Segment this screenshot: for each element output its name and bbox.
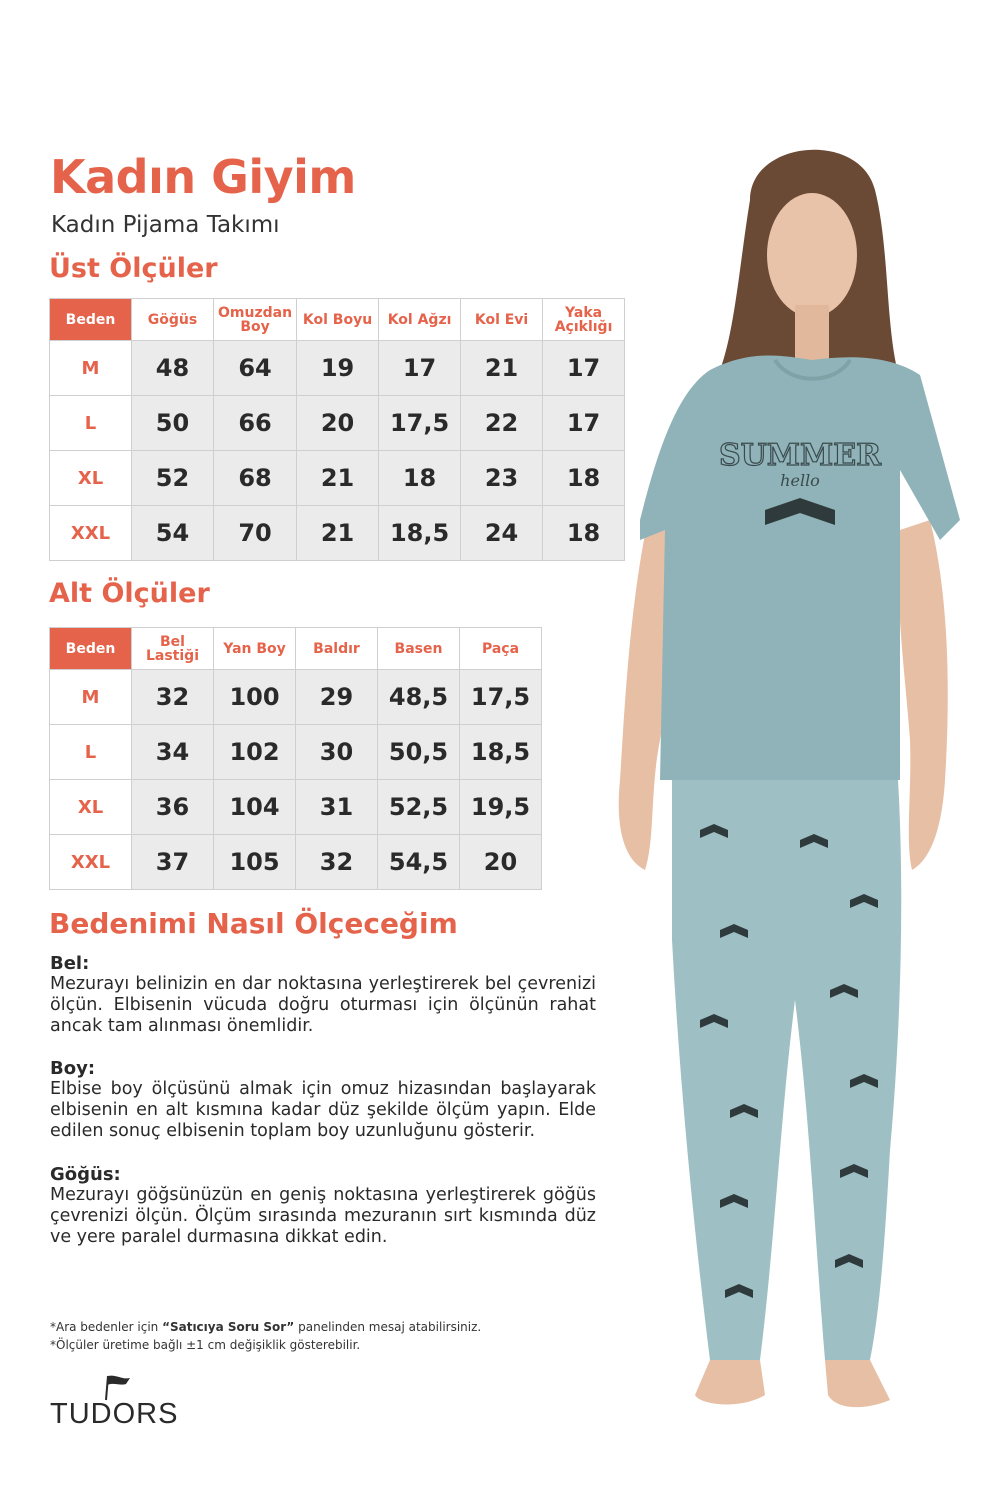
table-cell: 50,5 xyxy=(378,725,460,780)
table-row xyxy=(50,506,625,561)
size-label: L xyxy=(50,725,132,780)
table-cell: 37 xyxy=(132,835,214,890)
measure-waist-block xyxy=(50,953,596,1037)
header-cell: Beden xyxy=(50,628,132,670)
table-cell: 22 xyxy=(461,396,543,451)
table-cell: 105 xyxy=(214,835,296,890)
table-cell: 48 xyxy=(132,341,214,396)
table-cell: 70 xyxy=(214,506,297,561)
size-label: XL xyxy=(50,780,132,835)
table-cell: 68 xyxy=(214,451,297,506)
top-measurements-table xyxy=(49,298,625,561)
table-cell: 104 xyxy=(214,780,296,835)
table-cell: 21 xyxy=(297,506,379,561)
brand-logo xyxy=(50,1370,190,1430)
neck-shape xyxy=(795,305,829,360)
table-row xyxy=(50,451,625,506)
table-cell: 30 xyxy=(296,725,378,780)
measure-chest-title: Göğüs: xyxy=(50,1164,121,1185)
table-cell: 32 xyxy=(132,670,214,725)
table-cell: 18 xyxy=(543,451,625,506)
table-header-row xyxy=(50,299,625,341)
table-cell: 20 xyxy=(297,396,379,451)
measure-chest-text: Mezurayı göğsünüzün en geniş noktasına yerleştirerek göğüs çevrenizi ölçün. Ölçüm sırasında mezuranın sırt kısmında düz ve yere paralel durmasına dikkat edin. xyxy=(50,1185,596,1247)
size-label: M xyxy=(50,341,132,396)
footnote-text: panelinden mesaj atabilirsiniz. xyxy=(294,1320,482,1334)
brand-name: TUDORS xyxy=(50,1398,179,1430)
table-cell: 17,5 xyxy=(379,396,461,451)
table-cell: 31 xyxy=(296,780,378,835)
table-cell: 18 xyxy=(379,451,461,506)
footnote-intermediate-sizes xyxy=(50,1318,481,1336)
pants-shape xyxy=(672,780,901,1360)
footnote-tolerance: *Ölçüler üretime bağlı ±1 cm değişiklik gösterebilir. xyxy=(50,1338,361,1352)
table-cell: 20 xyxy=(460,835,542,890)
table-cell: 17 xyxy=(543,396,625,451)
measure-chest-block xyxy=(50,1164,596,1248)
header-cell: Bel Lastiği xyxy=(132,628,214,670)
measure-length-text: Elbise boy ölçüsünü almak için omuz hizasından başlayarak elbisenin en alt kısmına kadar düz şekilde ölçüm yapın. Elde edilen sonuç elbisenin toplam boy uzunluğunu gösterir. xyxy=(50,1079,596,1141)
header-cell: Paça xyxy=(460,628,542,670)
table-cell: 66 xyxy=(214,396,297,451)
shirt-print-word: SUMMER xyxy=(718,438,882,473)
table-cell: 19 xyxy=(297,341,379,396)
table-row xyxy=(50,835,542,890)
measure-waist-title: Bel: xyxy=(50,953,90,974)
table-cell: 21 xyxy=(297,451,379,506)
footnote-emphasis: “Satıcıya Soru Sor” xyxy=(162,1320,295,1334)
table-cell: 52 xyxy=(132,451,214,506)
table-row xyxy=(50,725,542,780)
face-shape xyxy=(767,193,857,317)
table-cell: 17 xyxy=(543,341,625,396)
table-cell: 32 xyxy=(296,835,378,890)
measure-length-block xyxy=(50,1058,596,1142)
table-cell: 18,5 xyxy=(460,725,542,780)
table-cell: 54,5 xyxy=(378,835,460,890)
size-label: L xyxy=(50,396,132,451)
table-cell: 52,5 xyxy=(378,780,460,835)
header-cell: Yan Boy xyxy=(214,628,296,670)
measure-waist-text: Mezurayı belinizin en dar noktasına yerleştirerek bel çevrenizi ölçün. Elbisenin vücuda doğru oturması için ölçünün rahat ancak tam alınması önemlidir. xyxy=(50,974,596,1036)
size-label: XXL xyxy=(50,506,132,561)
table-cell: 21 xyxy=(461,341,543,396)
table-cell: 54 xyxy=(132,506,214,561)
table-cell: 19,5 xyxy=(460,780,542,835)
header-cell: Göğüs xyxy=(132,299,214,341)
table-header-row xyxy=(50,628,542,670)
size-label: XL xyxy=(50,451,132,506)
header-cell: Kol Boyu xyxy=(297,299,379,341)
table-cell: 29 xyxy=(296,670,378,725)
right-foot xyxy=(825,1360,890,1407)
page-subtitle: Kadın Pijama Takımı xyxy=(51,212,280,238)
top-measurements-heading: Üst Ölçüler xyxy=(49,253,218,284)
left-foot xyxy=(695,1360,765,1404)
page-title: Kadın Giyim xyxy=(50,150,356,204)
table-cell: 17,5 xyxy=(460,670,542,725)
table-cell: 102 xyxy=(214,725,296,780)
table-row xyxy=(50,396,625,451)
table-cell: 48,5 xyxy=(378,670,460,725)
measure-length-title: Boy: xyxy=(50,1058,96,1079)
header-cell: Yaka Açıklığı xyxy=(543,299,625,341)
how-to-measure-heading: Bedenimi Nasıl Ölçeceğim xyxy=(49,907,458,940)
bottom-measurements-table xyxy=(49,627,542,890)
model-photo xyxy=(600,140,1000,1430)
table-row xyxy=(50,670,542,725)
header-cell: Kol Evi xyxy=(461,299,543,341)
table-cell: 18 xyxy=(543,506,625,561)
table-cell: 24 xyxy=(461,506,543,561)
table-cell: 18,5 xyxy=(379,506,461,561)
bottom-measurements-heading: Alt Ölçüler xyxy=(49,578,210,609)
table-cell: 17 xyxy=(379,341,461,396)
table-row xyxy=(50,780,542,835)
right-arm xyxy=(899,520,948,870)
header-cell: Beden xyxy=(50,299,132,341)
table-cell: 100 xyxy=(214,670,296,725)
footnotes xyxy=(50,1318,481,1354)
table-cell: 23 xyxy=(461,451,543,506)
header-cell: Basen xyxy=(378,628,460,670)
size-label: XXL xyxy=(50,835,132,890)
table-cell: 50 xyxy=(132,396,214,451)
shirt-print-subword: hello xyxy=(780,471,820,490)
table-cell: 34 xyxy=(132,725,214,780)
header-cell: Kol Ağzı xyxy=(379,299,461,341)
table-row xyxy=(50,341,625,396)
table-cell: 64 xyxy=(214,341,297,396)
header-cell: Baldır xyxy=(296,628,378,670)
size-label: M xyxy=(50,670,132,725)
header-cell: Omuzdan Boy xyxy=(214,299,297,341)
table-cell: 36 xyxy=(132,780,214,835)
footnote-text: *Ara bedenler için xyxy=(50,1320,163,1334)
